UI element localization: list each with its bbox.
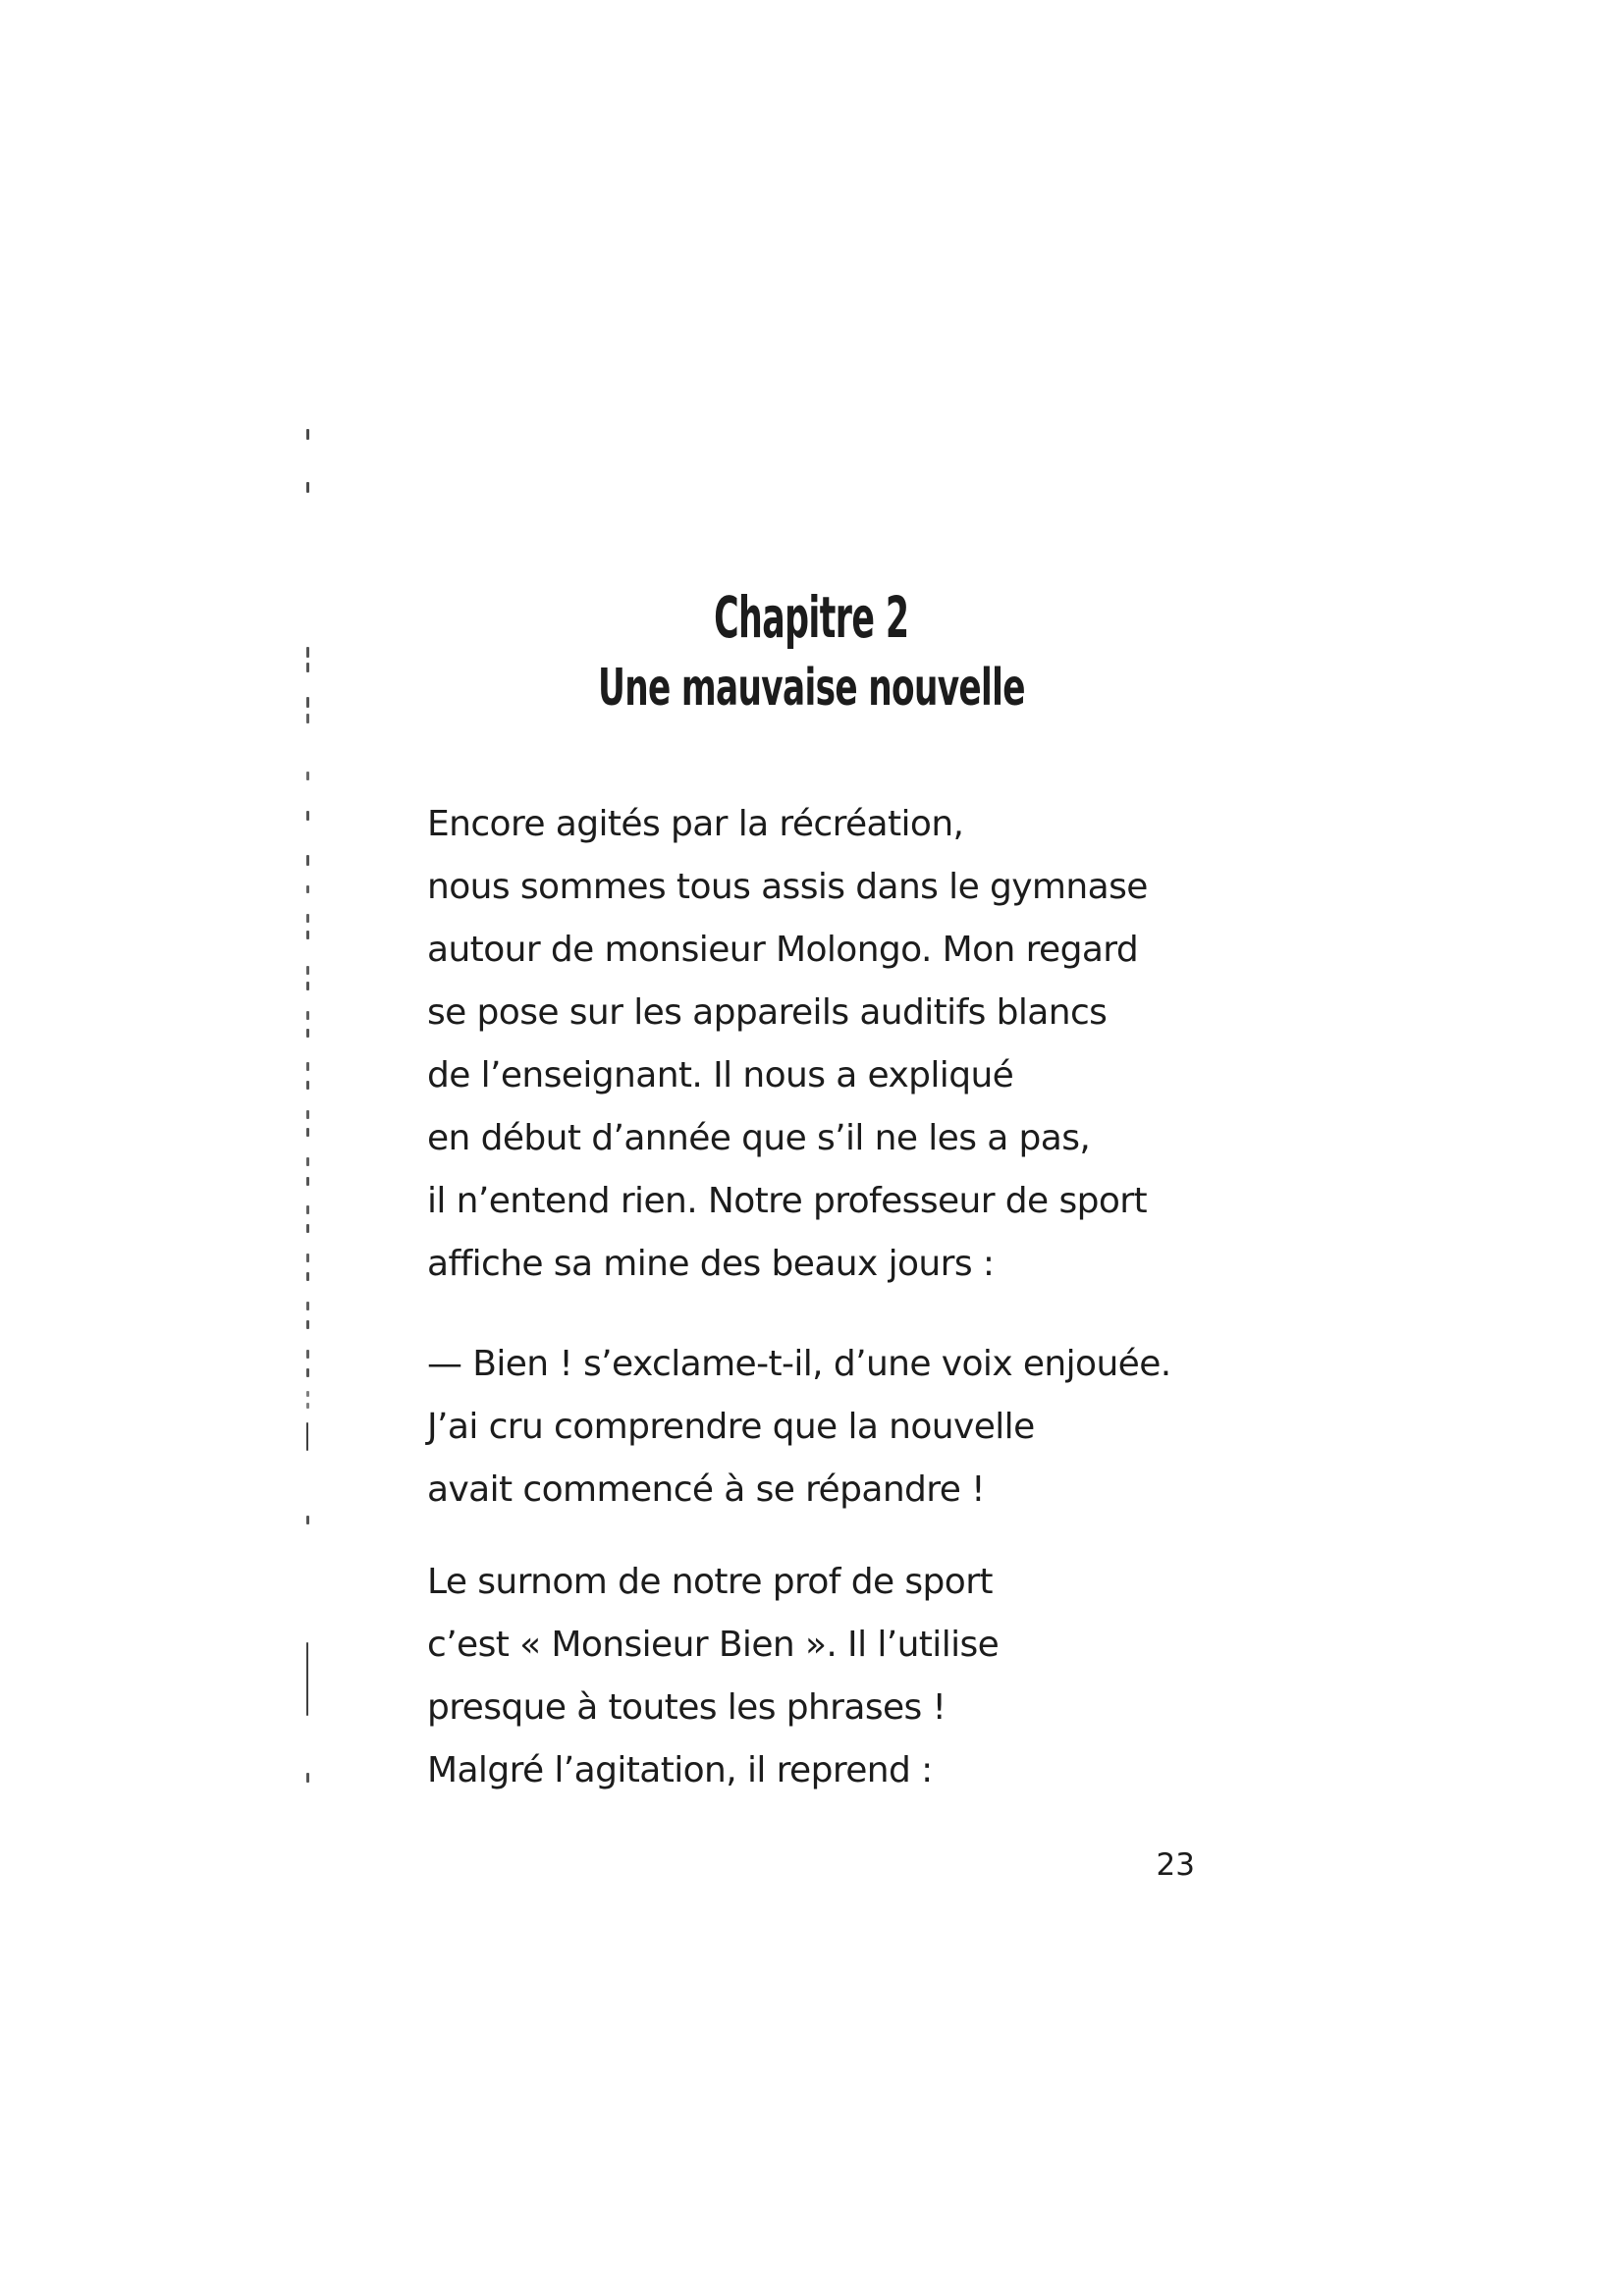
scan-artifact-mark (306, 855, 309, 866)
chapter-title (0, 584, 1623, 651)
body-line: il n’entend rien. Notre professeur de sport (427, 1181, 1147, 1221)
scan-artifact-mark (306, 1224, 309, 1233)
chapter-subtitle (0, 660, 1623, 717)
scan-artifact-mark (306, 1081, 309, 1090)
scan-artifact-mark (306, 1516, 309, 1524)
scan-artifact-mark (306, 1391, 309, 1397)
body-line: en début d’année que s’il ne les a pas, (427, 1118, 1091, 1158)
scan-artifact-mark (306, 1157, 309, 1166)
scan-artifact-mark (306, 1350, 309, 1359)
scan-artifact-mark (306, 429, 309, 440)
body-line: Malgré l’agitation, il reprend : (427, 1750, 933, 1790)
paragraph-1 (427, 793, 1148, 1296)
scan-artifact-mark (306, 1029, 309, 1038)
scan-artifact-mark (306, 914, 309, 923)
scan-artifact-mark (306, 1011, 309, 1020)
body-line: c’est « Monsieur Bien ». Il l’utilise (427, 1625, 1000, 1665)
scan-artifact-mark (306, 1320, 309, 1329)
body-line: nous sommes tous assis dans le gymnase (427, 867, 1148, 907)
scan-artifact-mark (306, 1302, 309, 1310)
body-line: se pose sur les appareils auditifs blancs (427, 992, 1108, 1033)
chapter-title-text: Chapitre 2 (714, 584, 909, 651)
scan-artifact-mark (306, 811, 309, 821)
scan-artifact-mark (306, 1177, 309, 1186)
scan-artifact-mark (306, 1062, 309, 1071)
scan-artifact-mark (306, 931, 309, 939)
body-line: Encore agités par la récréation, (427, 804, 964, 844)
scan-artifact-mark (306, 1110, 309, 1119)
scan-artifact-mark (306, 482, 309, 493)
paragraph-3 (427, 1551, 999, 1802)
body-line: de l’enseignant. Il nous a expliqué (427, 1055, 1014, 1095)
scan-artifact-mark (306, 885, 309, 893)
scan-artifact-mark (306, 1128, 309, 1137)
scan-artifact-mark (306, 1422, 308, 1451)
scan-artifact-mark (306, 772, 309, 780)
scan-artifact-mark (306, 1642, 308, 1716)
paragraph-2 (427, 1333, 1171, 1522)
page-number: 23 (1156, 1847, 1195, 1883)
body-line: presque à toutes les phrases ! (427, 1687, 947, 1728)
body-line: affiche sa mine des beaux jours : (427, 1244, 995, 1284)
scan-artifact-mark (306, 1254, 309, 1262)
body-line: avait commencé à se répandre ! (427, 1469, 985, 1510)
scan-artifact-mark (306, 1205, 309, 1214)
scan-artifact-mark (306, 1403, 309, 1409)
body-line: Le surnom de notre prof de sport (427, 1562, 993, 1602)
scan-artifact-mark (306, 966, 309, 975)
scan-artifact-mark (306, 1773, 309, 1783)
body-line: J’ai cru comprendre que la nouvelle (427, 1407, 1035, 1447)
body-line: autour de monsieur Molongo. Mon regard (427, 930, 1139, 970)
chapter-subtitle-text: Une mauvaise nouvelle (598, 659, 1025, 718)
chapter-heading (0, 584, 1623, 718)
body-line: — Bien ! s’exclame-t-il, d’une voix enjouée. (427, 1344, 1171, 1384)
scan-artifact-mark (306, 1368, 309, 1377)
scan-artifact-mark (306, 1272, 309, 1281)
scan-artifact-mark (306, 982, 309, 990)
